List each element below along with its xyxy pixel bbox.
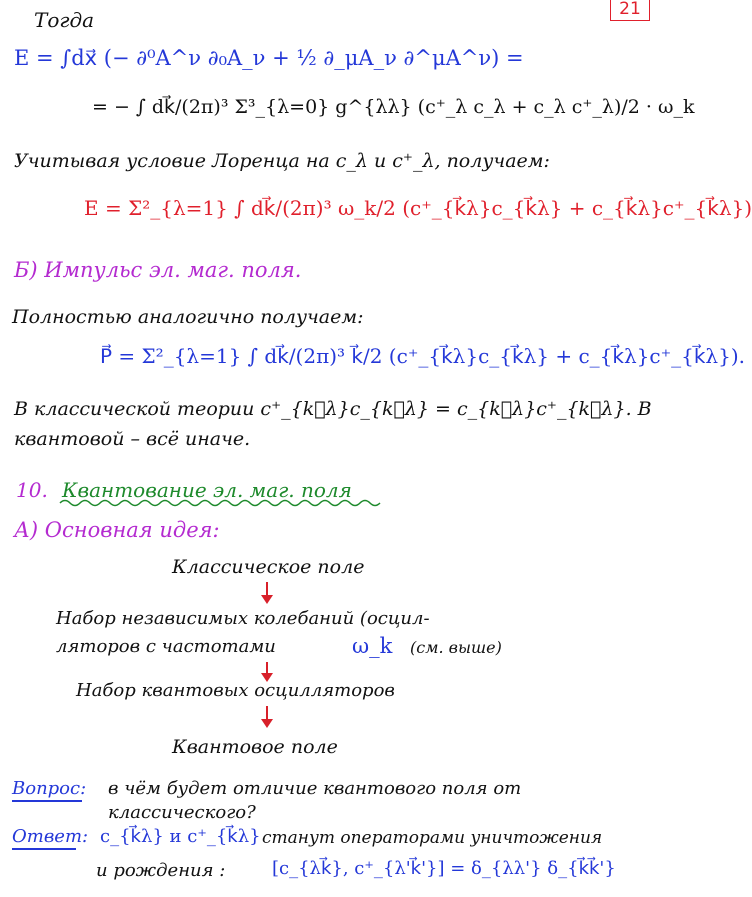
classical-text-line2: квантовой – всё иначе. — [14, 428, 251, 450]
question-line1: в чём будет отличие квантового поля от — [108, 778, 522, 799]
answer-operators: c_{k⃗λ} и c⁺_{k⃗λ} — [100, 826, 261, 847]
answer-label: Ответ: — [12, 826, 89, 847]
question-label-underline — [12, 800, 82, 802]
analog-text: Полностью аналогично получаем: — [12, 306, 364, 328]
then-label: Тогда — [34, 8, 95, 32]
flow-step-oscillators-line2: ляторов с частотами — [56, 636, 276, 657]
classical-text-line1: В классической теории c⁺_{k⃗λ}c_{k⃗λ} = c_{k⃗λ}c⁺_{k⃗λ}. В — [14, 398, 652, 420]
section-10-title: Квантование эл. маг. поля — [62, 478, 352, 502]
section-10-wavy-underline — [60, 498, 380, 508]
answer-label-underline — [12, 848, 76, 850]
answer-line2-text: и рождения : — [96, 860, 226, 881]
section-b-heading: Б) Импульс эл. маг. поля. — [14, 258, 302, 282]
section-a-heading: А) Основная идея: — [14, 518, 220, 542]
flow-omega: ω_k — [352, 634, 393, 658]
flow-step-classical-field: Классическое поле — [172, 556, 365, 578]
question-line2: классического? — [108, 802, 256, 823]
flow-step-quantum-field: Квантовое поле — [172, 736, 338, 758]
flow-step-oscillators-line1: Набор независимых колебаний (осцил- — [56, 608, 430, 629]
momentum-result: P⃗ = Σ²_{λ=1} ∫ dk⃗/(2π)³ k⃗/2 (c⁺_{k⃗λ}c_{k⃗λ} + c_{k⃗λ}c⁺_{k⃗λ}). — [100, 344, 745, 368]
section-10-number: 10. — [16, 478, 48, 502]
flow-arrow-3 — [266, 706, 268, 720]
flow-see-above: (см. выше) — [410, 638, 502, 657]
energy-result: E = Σ²_{λ=1} ∫ dk⃗/(2π)³ ω_k/2 (c⁺_{k⃗λ}c_{k⃗λ} + c_{k⃗λ}c⁺_{k⃗λ}) — [84, 196, 752, 220]
flow-arrow-1 — [266, 582, 268, 596]
lorentz-condition-text: Учитывая условие Лоренца на c_λ и c⁺_λ, получаем: — [14, 150, 550, 172]
flow-arrow-2 — [266, 662, 268, 674]
energy-equation-1: E = ∫dx⃗ (− ∂⁰A^ν ∂₀A_ν + ½ ∂_μA_ν ∂^μA^ν) = — [14, 46, 524, 70]
page-number: 21 — [610, 0, 650, 21]
energy-equation-2: = − ∫ dk⃗/(2π)³ Σ³_{λ=0} g^{λλ} (c⁺_λ c_λ + c_λ c⁺_λ)/2 · ω_k — [92, 96, 695, 118]
flow-step-quantum-oscillators: Набор квантовых осцилляторов — [76, 680, 395, 701]
answer-line1-text: станут операторами уничтожения — [262, 828, 603, 848]
commutator-formula: [c_{λk⃗}, c⁺_{λ'k⃗'}] = δ_{λλ'} δ_{k⃗k⃗'} — [272, 858, 616, 879]
question-label: Вопрос: — [12, 778, 87, 799]
